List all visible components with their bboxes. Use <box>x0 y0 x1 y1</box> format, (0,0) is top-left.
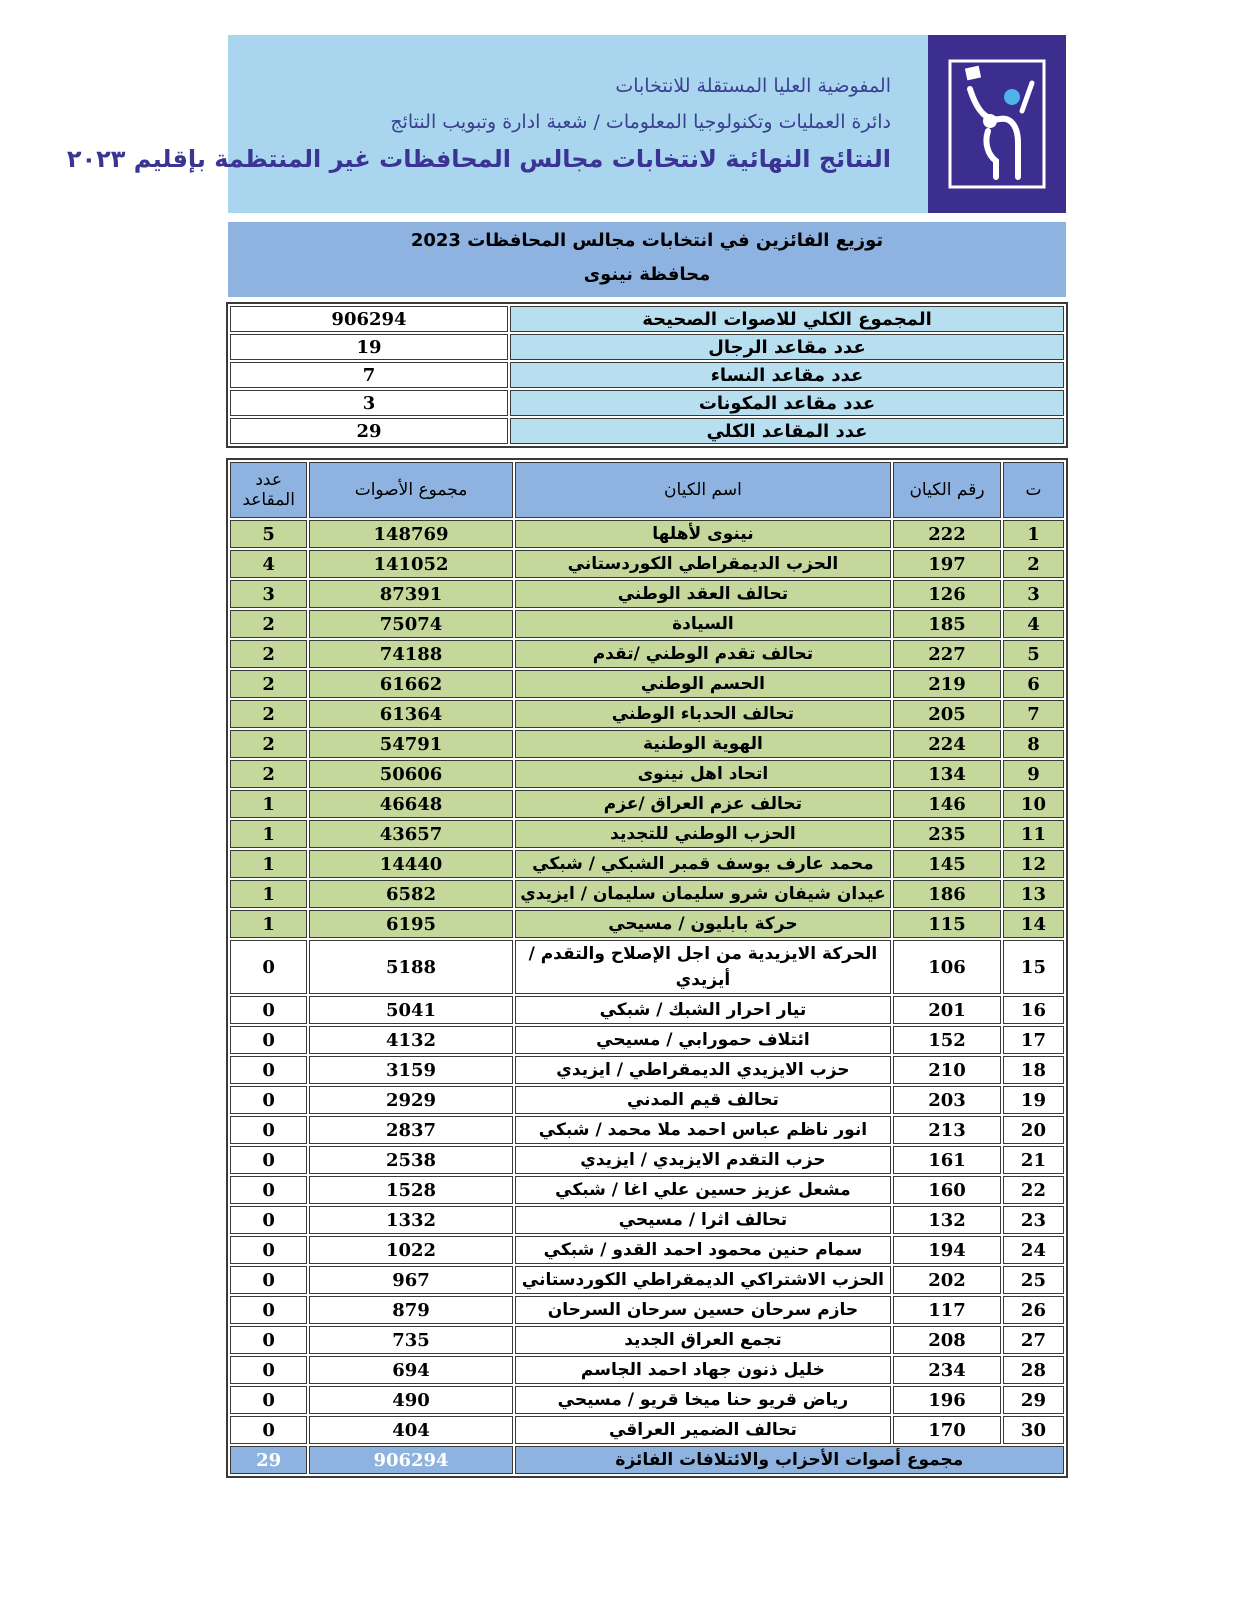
row-entity-id: 146 <box>893 790 1001 818</box>
row-votes: 735 <box>309 1326 512 1354</box>
row-votes: 879 <box>309 1296 512 1324</box>
row-entity-name: عيدان شيفان شرو سليمان سليمان / ايزيدي <box>515 880 891 908</box>
row-entity-id: 194 <box>893 1236 1001 1264</box>
total-votes: 906294 <box>309 1446 512 1474</box>
row-votes: 43657 <box>309 820 512 848</box>
row-seq: 16 <box>1003 996 1064 1024</box>
distribution-title: توزيع الفائزين في انتخابات مجالس المحافظات 2023 <box>410 230 884 251</box>
row-entity-name: محمد عارف يوسف قمبر الشبكي / شبكي <box>515 850 891 878</box>
row-seq: 4 <box>1003 610 1064 638</box>
row-votes: 3159 <box>309 1056 512 1084</box>
row-seats: 2 <box>230 670 307 698</box>
row-entity-name: الحسم الوطني <box>515 670 891 698</box>
row-entity-id: 132 <box>893 1206 1001 1234</box>
row-entity-id: 161 <box>893 1146 1001 1174</box>
row-seq: 23 <box>1003 1206 1064 1234</box>
table-row <box>230 910 1064 938</box>
row-seats: 3 <box>230 580 307 608</box>
page-header <box>66 35 1066 213</box>
row-entity-name: تيار احرار الشبك / شبكي <box>515 996 891 1024</box>
summary-value: 29 <box>230 418 508 444</box>
header-votes: مجموع الأصوات <box>309 462 512 518</box>
row-entity-id: 210 <box>893 1056 1001 1084</box>
row-votes: 404 <box>309 1416 512 1444</box>
commission-logo <box>928 35 1066 213</box>
row-votes: 14440 <box>309 850 512 878</box>
row-entity-id: 213 <box>893 1116 1001 1144</box>
row-entity-id: 126 <box>893 580 1001 608</box>
row-entity-id: 205 <box>893 700 1001 728</box>
row-entity-id: 219 <box>893 670 1001 698</box>
row-entity-id: 185 <box>893 610 1001 638</box>
summary-value: 7 <box>230 362 508 388</box>
results-table <box>226 458 1068 1478</box>
table-row <box>230 640 1064 668</box>
row-seats: 0 <box>230 1356 307 1384</box>
row-seats: 0 <box>230 1206 307 1234</box>
table-row <box>230 1056 1064 1084</box>
row-seq: 18 <box>1003 1056 1064 1084</box>
row-seq: 3 <box>1003 580 1064 608</box>
summary-label: عدد مقاعد الرجال <box>510 334 1064 360</box>
row-entity-name: انور ناظم عباس احمد ملا محمد / شبكي <box>515 1116 891 1144</box>
row-entity-id: 235 <box>893 820 1001 848</box>
row-entity-id: 202 <box>893 1266 1001 1294</box>
row-seq: 2 <box>1003 550 1064 578</box>
table-row <box>230 996 1064 1024</box>
table-row <box>230 1086 1064 1114</box>
row-entity-name: خليل ذنون جهاد احمد الجاسم <box>515 1356 891 1384</box>
summary-row <box>230 334 1064 360</box>
row-votes: 5188 <box>309 940 512 994</box>
row-entity-name: حركة بابليون / مسيحي <box>515 910 891 938</box>
summary-table <box>226 302 1068 448</box>
row-entity-id: 145 <box>893 850 1001 878</box>
table-row <box>230 730 1064 758</box>
report-title: النتائج النهائية لانتخابات مجالس المحافظات غير المنتظمة بإقليم ٢٠٢٣ <box>66 145 891 173</box>
summary-row <box>230 418 1064 444</box>
row-entity-id: 201 <box>893 996 1001 1024</box>
summary-label: عدد مقاعد النساء <box>510 362 1064 388</box>
row-seats: 1 <box>230 910 307 938</box>
row-entity-id: 227 <box>893 640 1001 668</box>
summary-row <box>230 306 1064 332</box>
row-seq: 12 <box>1003 850 1064 878</box>
table-row <box>230 1266 1064 1294</box>
row-votes: 54791 <box>309 730 512 758</box>
header-seats: عدد المقاعد <box>230 462 307 518</box>
row-seats: 2 <box>230 730 307 758</box>
row-seats: 0 <box>230 1176 307 1204</box>
summary-value: 19 <box>230 334 508 360</box>
row-seq: 17 <box>1003 1026 1064 1054</box>
row-seq: 8 <box>1003 730 1064 758</box>
row-votes: 75074 <box>309 610 512 638</box>
total-label: مجموع أصوات الأحزاب والائتلافات الفائزة <box>515 1446 1064 1474</box>
total-row <box>230 1446 1064 1474</box>
row-seats: 1 <box>230 850 307 878</box>
row-seats: 2 <box>230 610 307 638</box>
row-seats: 0 <box>230 996 307 1024</box>
summary-label: عدد مقاعد المكونات <box>510 390 1064 416</box>
row-entity-id: 170 <box>893 1416 1001 1444</box>
row-entity-name: السيادة <box>515 610 891 638</box>
row-entity-id: 222 <box>893 520 1001 548</box>
row-seq: 6 <box>1003 670 1064 698</box>
row-seats: 2 <box>230 640 307 668</box>
summary-label: المجموع الكلي للاصوات الصحيحة <box>510 306 1064 332</box>
row-entity-name: حازم سرحان حسين سرحان السرحان <box>515 1296 891 1324</box>
row-seq: 7 <box>1003 700 1064 728</box>
row-entity-name: تحالف تقدم الوطني /تقدم <box>515 640 891 668</box>
department-name: دائرة العمليات وتكنولوجيا المعلومات / شعبة ادارة وتبويب النتائج <box>390 111 891 133</box>
row-votes: 74188 <box>309 640 512 668</box>
row-seats: 4 <box>230 550 307 578</box>
row-entity-id: 106 <box>893 940 1001 994</box>
row-entity-name: تحالف عزم العراق /عزم <box>515 790 891 818</box>
row-seq: 5 <box>1003 640 1064 668</box>
row-entity-name: اتحاد اهل نينوى <box>515 760 891 788</box>
table-row <box>230 670 1064 698</box>
row-entity-id: 117 <box>893 1296 1001 1324</box>
row-entity-name: تجمع العراق الجديد <box>515 1326 891 1354</box>
table-row <box>230 880 1064 908</box>
row-seq: 22 <box>1003 1176 1064 1204</box>
row-votes: 148769 <box>309 520 512 548</box>
row-votes: 50606 <box>309 760 512 788</box>
logo-icon <box>948 59 1046 189</box>
row-seq: 26 <box>1003 1296 1064 1324</box>
row-entity-name: الحركة الايزيدية من اجل الإصلاح والتقدم / أيزيدي <box>515 940 891 994</box>
row-entity-name: تحالف الحدباء الوطني <box>515 700 891 728</box>
row-seats: 1 <box>230 790 307 818</box>
table-row <box>230 790 1064 818</box>
summary-row <box>230 362 1064 388</box>
row-seats: 0 <box>230 1146 307 1174</box>
row-entity-id: 208 <box>893 1326 1001 1354</box>
row-votes: 490 <box>309 1386 512 1414</box>
row-seats: 0 <box>230 1236 307 1264</box>
summary-row <box>230 390 1064 416</box>
row-entity-id: 115 <box>893 910 1001 938</box>
row-seq: 11 <box>1003 820 1064 848</box>
row-seq: 1 <box>1003 520 1064 548</box>
row-entity-id: 196 <box>893 1386 1001 1414</box>
row-seq: 10 <box>1003 790 1064 818</box>
table-row <box>230 1116 1064 1144</box>
row-votes: 967 <box>309 1266 512 1294</box>
row-seats: 0 <box>230 1296 307 1324</box>
table-row <box>230 1296 1064 1324</box>
header-entity-name: اسم الكيان <box>515 462 891 518</box>
row-seq: 14 <box>1003 910 1064 938</box>
row-entity-id: 203 <box>893 1086 1001 1114</box>
row-votes: 46648 <box>309 790 512 818</box>
row-entity-name: رياض قريو حنا ميخا قريو / مسيحي <box>515 1386 891 1414</box>
row-entity-name: سمام حنين محمود احمد القدو / شبكي <box>515 1236 891 1264</box>
total-seats: 29 <box>230 1446 307 1474</box>
row-entity-id: 234 <box>893 1356 1001 1384</box>
table-row <box>230 1326 1064 1354</box>
table-row <box>230 1236 1064 1264</box>
row-entity-id: 160 <box>893 1176 1001 1204</box>
table-row <box>230 520 1064 548</box>
results-header-row <box>230 462 1064 518</box>
row-votes: 6582 <box>309 880 512 908</box>
table-row <box>230 1416 1064 1444</box>
row-entity-id: 197 <box>893 550 1001 578</box>
row-seats: 0 <box>230 1086 307 1114</box>
header-entity-id: رقم الكيان <box>893 462 1001 518</box>
table-row <box>230 1026 1064 1054</box>
row-seats: 5 <box>230 520 307 548</box>
row-entity-id: 134 <box>893 760 1001 788</box>
row-seats: 0 <box>230 1266 307 1294</box>
table-row <box>230 700 1064 728</box>
table-row <box>230 1176 1064 1204</box>
row-entity-name: تحالف اثرا / مسيحي <box>515 1206 891 1234</box>
row-seats: 0 <box>230 1056 307 1084</box>
row-seats: 2 <box>230 700 307 728</box>
row-entity-id: 186 <box>893 880 1001 908</box>
row-entity-name: تحالف الضمير العراقي <box>515 1416 891 1444</box>
row-seq: 28 <box>1003 1356 1064 1384</box>
table-row <box>230 940 1064 994</box>
row-entity-name: الحزب الاشتراكي الديمقراطي الكوردستاني <box>515 1266 891 1294</box>
row-votes: 141052 <box>309 550 512 578</box>
row-seats: 0 <box>230 1026 307 1054</box>
row-votes: 1332 <box>309 1206 512 1234</box>
province-name: محافظة نينوى <box>583 264 711 285</box>
table-row <box>230 1386 1064 1414</box>
summary-label: عدد المقاعد الكلي <box>510 418 1064 444</box>
row-votes: 2538 <box>309 1146 512 1174</box>
header-seq: ت <box>1003 462 1064 518</box>
row-votes: 61364 <box>309 700 512 728</box>
row-votes: 5041 <box>309 996 512 1024</box>
table-row <box>230 580 1064 608</box>
row-entity-name: الحزب الوطني للتجديد <box>515 820 891 848</box>
table-row <box>230 850 1064 878</box>
row-votes: 2929 <box>309 1086 512 1114</box>
row-seats: 1 <box>230 820 307 848</box>
row-votes: 6195 <box>309 910 512 938</box>
table-row <box>230 1356 1064 1384</box>
row-seq: 19 <box>1003 1086 1064 1114</box>
row-votes: 694 <box>309 1356 512 1384</box>
row-entity-id: 224 <box>893 730 1001 758</box>
table-row <box>230 820 1064 848</box>
row-seq: 20 <box>1003 1116 1064 1144</box>
row-entity-name: نينوى لأهلها <box>515 520 891 548</box>
row-seq: 25 <box>1003 1266 1064 1294</box>
row-seats: 0 <box>230 1416 307 1444</box>
row-entity-name: مشعل عزيز حسين علي اغا / شبكي <box>515 1176 891 1204</box>
table-row <box>230 1206 1064 1234</box>
row-votes: 2837 <box>309 1116 512 1144</box>
row-seq: 21 <box>1003 1146 1064 1174</box>
row-seq: 27 <box>1003 1326 1064 1354</box>
row-seq: 29 <box>1003 1386 1064 1414</box>
row-seats: 0 <box>230 1116 307 1144</box>
row-entity-name: ائتلاف حمورابي / مسيحي <box>515 1026 891 1054</box>
row-entity-name: تحالف قيم المدني <box>515 1086 891 1114</box>
distribution-heading <box>228 222 1066 297</box>
table-row <box>230 550 1064 578</box>
row-seq: 24 <box>1003 1236 1064 1264</box>
table-row <box>230 610 1064 638</box>
table-row <box>230 1146 1064 1174</box>
summary-value: 3 <box>230 390 508 416</box>
row-entity-name: الهوية الوطنية <box>515 730 891 758</box>
row-seats: 2 <box>230 760 307 788</box>
row-entity-name: تحالف العقد الوطني <box>515 580 891 608</box>
row-seq: 15 <box>1003 940 1064 994</box>
summary-value: 906294 <box>230 306 508 332</box>
row-entity-name: الحزب الديمقراطي الكوردستاني <box>515 550 891 578</box>
row-votes: 87391 <box>309 580 512 608</box>
row-entity-name: حزب التقدم الايزيدي / ايزيدي <box>515 1146 891 1174</box>
row-votes: 61662 <box>309 670 512 698</box>
row-votes: 4132 <box>309 1026 512 1054</box>
row-votes: 1528 <box>309 1176 512 1204</box>
row-seats: 0 <box>230 940 307 994</box>
row-entity-name: حزب الايزيدي الديمقراطي / ايزيدي <box>515 1056 891 1084</box>
row-seq: 9 <box>1003 760 1064 788</box>
row-seq: 13 <box>1003 880 1064 908</box>
row-seq: 30 <box>1003 1416 1064 1444</box>
row-votes: 1022 <box>309 1236 512 1264</box>
row-seats: 0 <box>230 1386 307 1414</box>
table-row <box>230 760 1064 788</box>
row-entity-id: 152 <box>893 1026 1001 1054</box>
row-seats: 1 <box>230 880 307 908</box>
commission-name: المفوضية العليا المستقلة للانتخابات <box>615 75 891 97</box>
row-seats: 0 <box>230 1326 307 1354</box>
